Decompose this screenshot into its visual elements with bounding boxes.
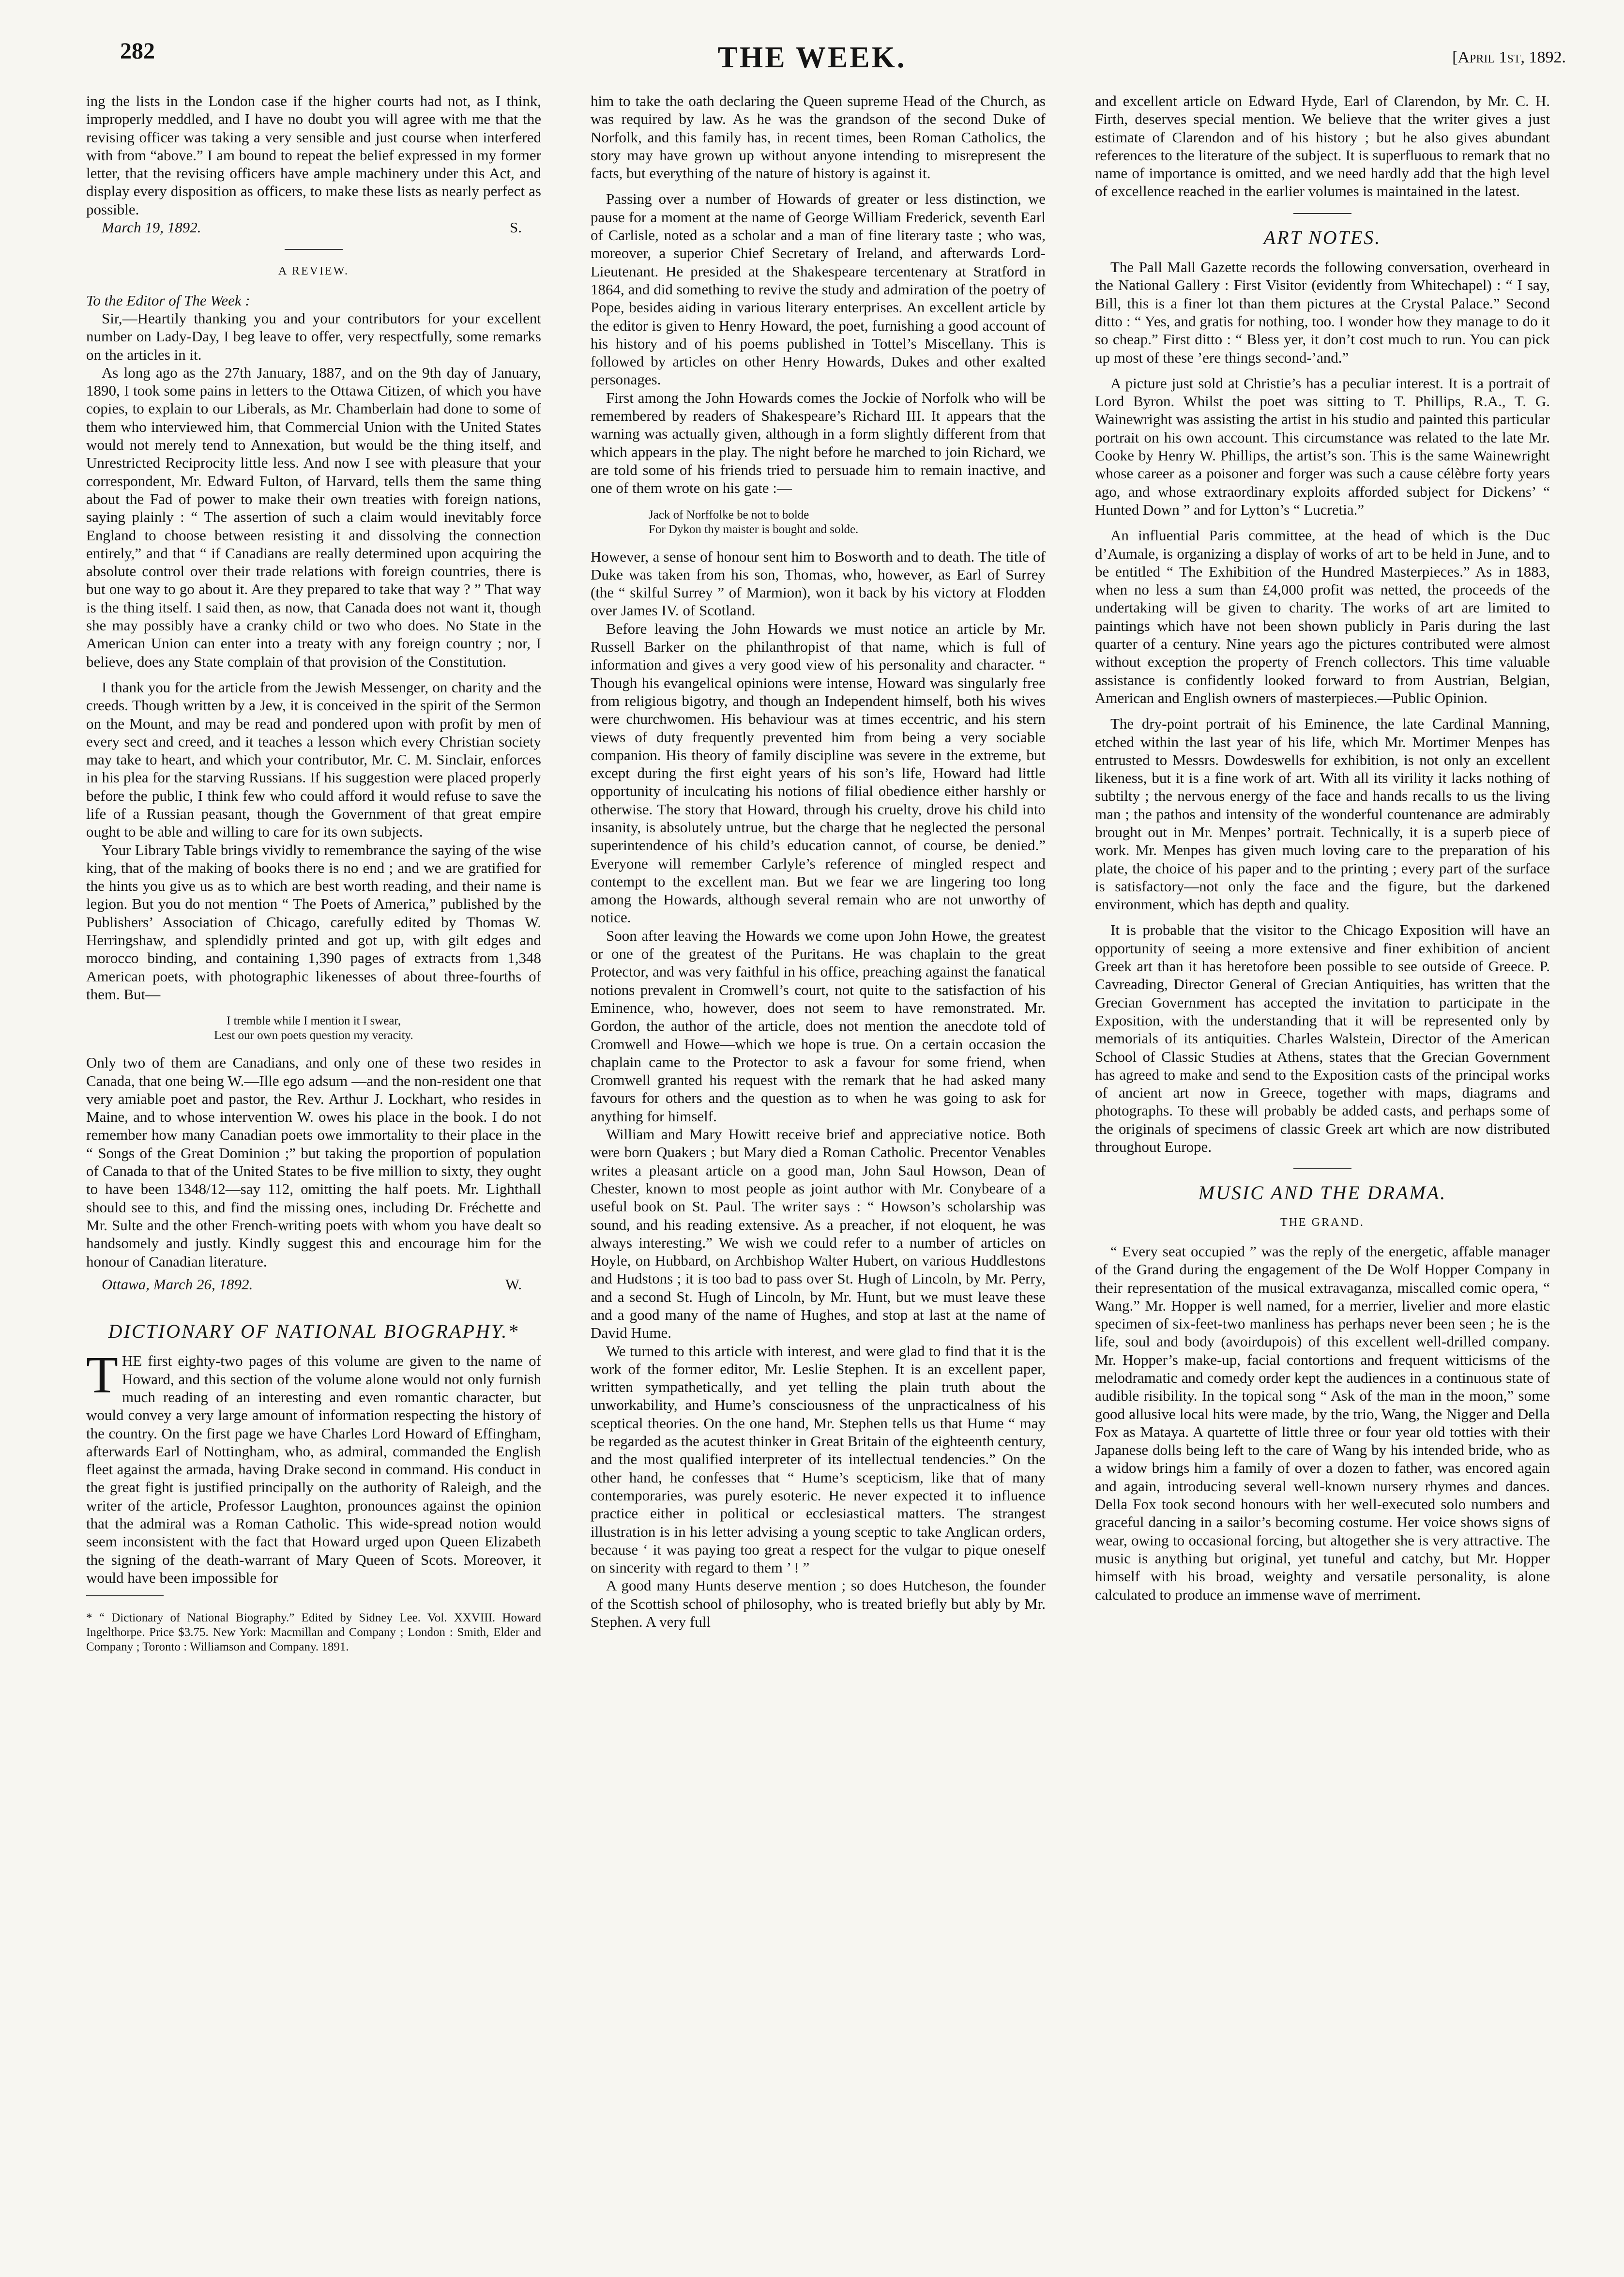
column-3 [1095, 92, 1550, 2242]
section-heading-dnb: DICTIONARY OF NATIONAL BIOGRAPHY.* [108, 1320, 519, 1343]
verse-quote [86, 1014, 541, 1043]
paragraph: “ Every seat occupied ” was the reply of the energetic, affable manager of the Grand during the engagement of the De Wolf Hopper Company in their representation of the musical extravaganza, miscalled comic opera, “ Wang.” Mr. Hopper is well named, for a merrier, livelier and more elastic specimen of six-feet-two manliness has perhaps never been seen ; he is the life, soul and body (avoirdupois) of this excellent well-drilled company. Mr. Hopper’s make-up, facial contortions and frequent witticisms of the melodramatic and comedy order kept the audiences in a continuous state of audible risibility. In the topical song “ Ask of the man in the moon,” some good allusive local hits were made, by the trio, Wang, the Nigger and Della Fox as Mataya. A quartette of little three or four year old totties with their Japanese dolls being left to the care of Wang by his intended bride, who as a widow brings him a family of over a dozen to father, was encored again and again, introducing several well-known nursery rhymes and dances. Della Fox took second honours with her well-executed solo numbers and graceful dancing in a sailor’s becoming costume. Her voice shows signs of wear, owing to occasional forcing, but altogether she is very attractive. The music is anything but original, yet tuneful and catchy, but Mr. Hopper himself with his broad, weighty and versatile personality, is alone calculated to produce an immense wave of merriment. [1095, 1242, 1550, 1603]
paragraph: A good many Hunts deserve mention ; so does Hutcheson, the founder of the Scottish school of philosophy, who is treated briefly but ably by Mr. Stephen. A very full [591, 1577, 1046, 1631]
column-1 [86, 92, 541, 2242]
divider [1293, 213, 1351, 214]
paragraph: William and Mary Howitt receive brief and appreciative notice. Both were born Quakers ; but Mary died a Roman Catholic. Precentor Venables writes a pleasant article on a good man, John Saul Howson, Dean of Chester, known to most people as joint author with Mr. Conybeare of a useful book on St. Paul. The writer says : “ Howson’s scholarship was sound, and his reading extensive. As a preacher, if not eloquent, he was always interesting.” We wish we could refer to a number of articles on Hoyle, on Hubbard, on Archbishop Walter Hubert, on various Huddlestons and Hudstons ; it is too bad to pass over St. Hugh of Lincoln, by Mr. Perry, and a second St. Hugh of Lincoln, by Mr. Hunt, but we must leave these and a good many of the name of Hughes, and stop at last at the name of David Hume. [591, 1126, 1046, 1342]
paragraph: First among the John Howards comes the Jockie of Norfolk who will be remembered by readers of Shakespeare’s Richard III. It appears that the warning was actually given, although in a form slightly different from that which appears in the play. The night before he marched to join Richard, we are told some of his friends tried to persuade him to remain inactive, and one of them wrote on his gate :— [591, 389, 1046, 497]
paragraph: Soon after leaving the Howards we come upon John Howe, the greatest or one of the greatest of the Puritans. He was chaplain to the great Protector, and was very faithful in his office, preaching against the fanatical notions prevalent in Cromwell’s court, not quite to the satisfaction of his Eminence, who, however, does not seem to have remonstrated. Mr. Gordon, the author of the article, does not mention the anecdote told of Cromwell and Howe—which we hope is true. On a certain occasion the chaplain came to the Protector to ask a favour for some friend, when Cromwell granted his request with the remark that he had asked many favours for others and the question as to when he was going to ask for anything for himself. [591, 927, 1046, 1125]
paragraph: An influential Paris committee, at the head of which is the Duc d’Aumale, is organizing a display of works of art to be held in June, and to be entitled “ The Exhibition of the Hundred Masterpieces.” As in 1883, when no less a sum than £4,000 profit was netted, the proceeds of the undertaking will be given to charity. The works of art are limited to paintings which have not been shown publicly in Paris during the last quarter of a century. Nine years ago the pictures contributed were almost without exception the property of French collectors. This time valuable assistance is confidently looked forward to from Austrian, Belgian, American and English owners of masterpieces.—Public Opinion. [1095, 527, 1550, 706]
paragraph: The Pall Mall Gazette records the following conversation, overheard in the National Gallery : First Visitor (evidently from Whitechapel) : “ I say, Bill, this is a finer lot than them pictures at the Crystal Palace.” Second ditto : “ Yes, and gratis for nothing, too. I wonder how they manage to do it so cheap.” First ditto : “ Bless yer, it don’t cost much to run. You can pick up most of these ’ere things second-’and.” [1095, 259, 1550, 366]
verse-line: For Dykon thy maister is bought and solde. [649, 522, 859, 536]
paragraph: The dry-point portrait of his Eminence, the late Cardinal Manning, etched within the last year of his life, which Mr. Mortimer Menpes has entrusted to Messrs. Dowdeswells for exhibition, is not only an excellent likeness, but it is a fine work of art. With all its virility it lacks nothing of subtilty ; the nervous energy of the face and hands recalls to us the living man ; the pathos and intensity of the wonderful countenance are admirably brought out in Mr. Menpes’ portrait. Technically, it is a superb piece of work. Mr. Menpes has given much loving care to the preparation of his plate, the choice of his paper and to the printing ; every part of the surface is satisfactory—not only the face and the figure, but the darkened environment, which has depth and quality. [1095, 715, 1550, 913]
verse-line: Jack of Norffolke be not to bolde [649, 508, 809, 521]
divider [285, 249, 343, 250]
masthead: THE WEEK. [717, 41, 907, 74]
paragraph: THE first eighty-two pages of this volume are given to the name of Howard, and this section of the volume alone would not only furnish much reading of an interesting and even romantic character, but would convey a very large amount of information respecting the history of the country. On the first page we have Charles Lord Howard of Effingham, afterwards Earl of Nottingham, who, as admiral, commanded the English fleet against the armada, having Drake second in command. His conduct in the great fight is justified principally on the authority of Raleigh, and the writer of the article, Professor Laughton, pronounces against the opinion that the admiral was a Roman Catholic. This wide-spread notion would seem inconsistent with the fact that Howard urged upon Queen Elizabeth the signing of the death-warrant of Mary Queen of Scots. Moreover, it would have been impossible for [86, 1346, 541, 1586]
divider [1293, 1168, 1351, 1169]
paragraph: Sir,—Heartily thanking you and your contributors for your excellent number on Lady-Day, I beg leave to offer, very respectfully, some remarks on the articles in it. [86, 309, 541, 363]
signature [86, 1275, 541, 1293]
paragraph: Your Library Table brings vividly to remembrance the saying of the wise king, that of the making of books there is no end ; and we are gratified for the hints you give us as to which are best worth reading, and their name is legion. But you do not mention “ The Poets of America,” published by the Publishers’ Association of Chicago, carefully edited by Thomas W. Herringshaw, and splendidly printed and got up, with gilt edges and morocco binding, and containing 1,390 pages of extracts from 1,348 American poets, with photographic likenesses of about three-fourths of them. But— [86, 841, 541, 1003]
paragraph: Passing over a number of Howards of greater or less distinction, we pause for a moment at the name of George William Frederick, seventh Earl of Carlisle, noted as a scholar and a man of fine literary taste ; who was, moreover, a superior Chief Secretary of Ireland, and afterwards Lord-Lieutenant. He presided at the Shakespeare tercentenary at Stratford in 1864, and did something to revive the study and admiration of the poetry of Pope, besides aiding in various literary enterprises. An excellent article by the editor is given to Henry Howard, the poet, furnishing a good account of his history and of his poems published in Tottel’s Miscellany. This is followed by articles on other Henry Howards, Dukes and other exalted personages. [591, 190, 1046, 388]
paragraph: and excellent article on Edward Hyde, Earl of Clarendon, by Mr. C. H. Firth, deserves special mention. We believe that the writer gives a just estimate of Clarendon and of his history ; but he also gives abundant references to the literature of the subject. It is superfluous to remark that no name of importance is omitted, and we need hardly add that the high level of excellence reached in the earlier volumes is maintained in the latest. [1095, 92, 1550, 200]
issue-date: [April 1st, 1892. [1452, 48, 1566, 66]
paragraph: However, a sense of honour sent him to Bosworth and to death. The title of Duke was taken from his son, Thomas, who, however, as Earl of Surrey (the “ skilful Surrey ” of Marmion), won it back by his victory at Flodden over James IV. of Scotland. [591, 548, 1046, 619]
paragraph: him to take the oath declaring the Queen supreme Head of the Church, as was required by law. As he was the grandson of the second Duke of Norfolk, and this family has, in recent times, been Roman Catholics, the story may have grown up without anyone intending to misrepresent the facts, but everything of the nature of history is against it. [591, 92, 1046, 182]
column-2 [591, 92, 1046, 2242]
section-subhead: A REVIEW. [278, 265, 349, 278]
verse-line: Lest our own poets question my veracity. [214, 1029, 413, 1042]
signature-date: March 19, 1892. [102, 219, 201, 236]
paragraph: We turned to this article with interest, and were glad to find that it is the work of the former editor, Mr. Leslie Stephen. It is an excellent paper, written sympathetically, and yet telling the plain truth about the unworkability, and Hume’s consciousness of the unpracticalness of his sceptical theories. On the one hand, Mr. Stephen tells us that Hume “ may be regarded as the acutest thinker in Great Britain of the eighteenth century, and the most qualified interpreter of its intellectual tendencies.” On the other hand, he confesses that “ Hume’s scepticism, like that of many contemporaries, was purely esoteric. He never expected it to influence practice either in political or ecclesiastical matters. The strangest illustration is in his letter advising a young sceptic to take Anglican orders, because ‘ it was paying too great a respect for the vulgar to pique oneself on sincerity with regard to them ’ ! ” [591, 1342, 1046, 1576]
footnote-rule [86, 1595, 164, 1596]
paragraph: As long ago as the 27th January, 1887, and on the 9th day of January, 1890, I took some pains in letters to the Ottawa Citizen, of which you have copies, to explain to our Liberals, as Mr. Chamberlain had done to some of them who interviewed him, that Commercial Union with the United States would not merely tend to Annexation, but would be the thing itself, and Unrestricted Reciprocity little less. And now I see with pleasure that your correspondent, Mr. Edward Fulton, of Harvard, tells them the same thing about the Fad of power to make their own treaties with foreign nations, saying plainly : “ The assertion of such a claim would inevitably force England to choose between resisting it and dissolving the connection entirely,” and that “ if Canadians are really determined upon acquiring the absolute control over their trade relations with foreign countries, there is but one way to go about it. Are they prepared to take that way ? ” That way is the thing itself. I said then, as now, that Canada does not want it, though she may possibly have a cranky child or two who does. No State in the American Union can enter into a treaty with any foreign country ; nor, I believe, does any State complain of that provision of the Constitution. [86, 364, 541, 670]
paragraph: Only two of them are Canadians, and only one of these two resides in Canada, that one being W.—Ille ego adsum —and the non-resident one that very amiable poet and pastor, the Rev. Arthur J. Lockhart, who resides in Maine, and to whose intervention W. owes his place in the book. I do not remember how many Canadian poets owe immortality to their place in the “ Songs of the Great Dominion ;” but taking the proportion of population of Canada to that of the United States to be five million to sixty, they ought to have been 1348/12—say 112, omitting the half poets. Mr. Lighthall should see to this, and find the missing ones, including Dr. Fréchette and Mr. Sulte and the other French-writing poets with whom you have dealt so handsomely and justly. Kindly suggest this and encourage him for the honour of Canadian literature. [86, 1054, 541, 1270]
section-subhead: THE GRAND. [1280, 1216, 1365, 1229]
signature-name: S. [510, 219, 522, 236]
paragraph: Before leaving the John Howards we must notice an article by Mr. Russell Barker on the philanthropist of that name, which is full of information and gives a very good view of his personality and character. “ Though his evangelical opinions were intense, Howard was singularly free from religious bigotry, and though an Independent himself, both his wives were churchwomen. His behaviour was at times eccentric, and his stern views of duty frequently prevented him from being a very sociable companion. His theory of family discipline was severe in the extreme, but except during the first eight years of his son’s life, Howard had little opportunity of inculcating his notions of filial obedience either harshly or otherwise. The story that Howard, through his cruelty, drove his child into insanity, is absolutely untrue, but the charge that he neglected the personal superintendence of his child’s education cannot, of course, be denied.” Everyone will remember Carlyle’s reference of mingled respect and contempt to the excellent man. But we fear we are lingering too long among the Howards, although several remain who are not unworthy of notice. [591, 620, 1046, 926]
paragraph: ing the lists in the London case if the higher courts had not, as I think, improperly meddled, and I have no doubt you will agree with me that the revising officer was taking a very sensible and just course when interfered with from “above.” I am bound to repeat the belief expressed in my former letter, that the revising officers have ample machinery under this Act, and display every disposition as officers, to make these lists as nearly perfect as possible. [86, 92, 541, 218]
paragraph: A picture just sold at Christie’s has a peculiar interest. It is a portrait of Lord Byron. Whilst the poet was sitting to T. Phillips, R.A., T. G. Wainewright was assisting the artist in his studio and painted this particular portrait on his own account. This circumstance was related to the late Mr. Cooke by Henry W. Phillips, the artist’s son. This is the same Wainewright whose career as a poisoner and forger was such a cause célèbre forty years ago, and whose extraordinary exploits afforded subject for Dickens’ “ Hunted Down ” and for Lytton’s “ Lucretia.” [1095, 374, 1550, 518]
section-heading-music-drama: MUSIC AND THE DRAMA. [1198, 1182, 1447, 1204]
signature-date: Ottawa, March 26, 1892. [102, 1275, 253, 1293]
section-heading-art-notes: ART NOTES. [1263, 226, 1381, 248]
page-number: 282 [120, 38, 155, 64]
letter-address: To the Editor of The Week : [86, 291, 250, 309]
paragraph: It is probable that the visitor to the Chicago Exposition will have an opportunity of seeing a more extensive and finer exhibition of ancient Greek art than it has heretofore been possible to see outside of Greece. P. Cavreading, Director General of Grecian Antiquities, has written that the Grecian Government has accepted the invitation to participate in the Exposition, with the understanding that it will be represented only by memorials of its antiquities. Charles Walstein, Director of the American School of Classic Studies at Athens, states that the Grecian Government has agreed to make and send to the Exposition casts of the principal works of ancient art now in Greece, together with maps, diagrams and photographs. To these will probably be added casts, and perhaps some of the originals of specimens of classic Greek art which are now distributed throughout Europe. [1095, 921, 1550, 1156]
verse-line: I tremble while I mention it I swear, [227, 1014, 401, 1028]
page-header [0, 38, 1624, 96]
signature-name: W. [505, 1275, 522, 1293]
verse-quote [591, 508, 1046, 537]
footnote: * “ Dictionary of National Biography.” Edited by Sidney Lee. Vol. XXVIII. Howard Ingelthorpe. Price $3.75. New York: Macmillan and Company ; London : Smith, Elder and Company ; Toronto : Williamson and Company. 1891. [86, 1611, 541, 1654]
paragraph: I thank you for the article from the Jewish Messenger, on charity and the creeds. Though written by a Jew, it is conceived in the spirit of the Sermon on the Mount, and may be read and pondered upon with profit by men of every sect and creed, and it teaches a lesson which every Christian society may take to heart, and which your contributor, Mr. C. M. Sinclair, enforces in his plea for the starving Russians. If his suggestion were placed properly before the public, I think few who could afford it would refuse to save the life of a Russian peasant, though the Government of that great empire ought to be able and willing to care for its own subjects. [86, 678, 541, 841]
signature [86, 218, 541, 236]
